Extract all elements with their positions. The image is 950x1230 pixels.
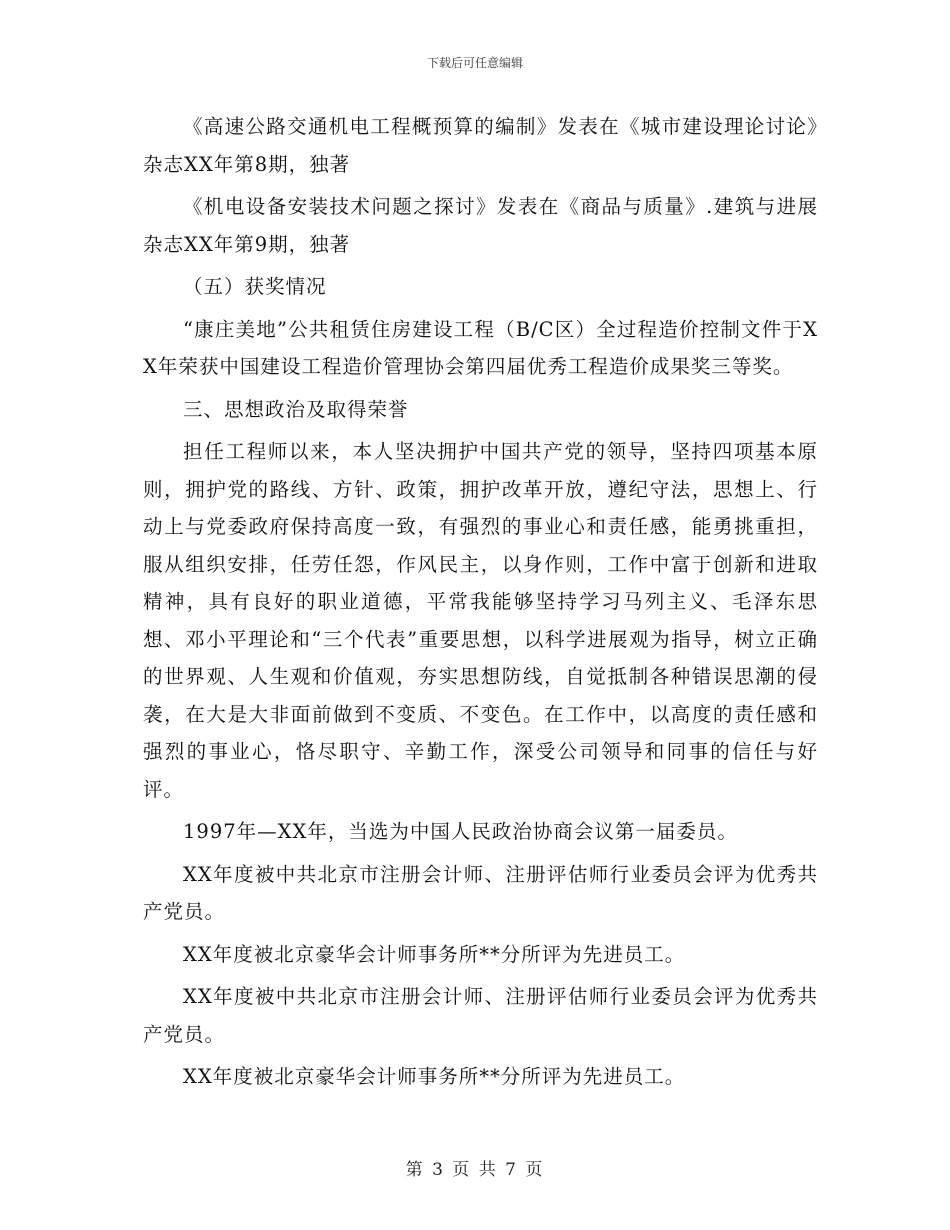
paragraph-honor-1: 1997年—XX年，当选为中国人民政治协商会议第一届委员。 [183,820,738,843]
paragraph-publication-1: 《高速公路交通机电工程概预算的编制》发表在《城市建设理论讨论》杂志XX年第8期，独著 [143,115,818,176]
document-body [143,108,818,1101]
paragraph-honor-4: XX年度被中共北京市注册会计师、注册评估师行业委员会评为优秀共产党员。 [143,985,818,1046]
paragraph-publication-2: 《机电设备安装技术问题之探讨》发表在《商品与质量》.建筑与进展杂志XX年第9期，独著 [143,195,818,256]
paragraph-political-statement: 担任工程师以来，本人坚决拥护中国共产党的领导，坚持四项基本原则，拥护党的路线、方针、政策，拥护改革开放，遵纪守法，思想上、行动上与党委政府保持高度一致，有强烈的事业心和责任感，能勇挑重担，服从组织安排，任劳任怨，作风民主，以身作则，工作中富于创新和进取精神，具有良好的职业道德，平常我能够坚持学习马列主义、毛泽东思想、邓小平理论和“三个代表”重要思想，以科学进展观为指导，树立正确的世界观、人生观和价值观，夯实思想防线，自觉抵制各种错误思潮的侵袭，在大是大非面前做到不变质、不变色。在工作中，以高度的责任感和强烈的事业心，恪尽职守、辛勤工作，深受公司领导和同事的信任与好评。 [143,440,818,801]
paragraph-honor-2: XX年度被中共北京市注册会计师、注册评估师行业委员会评为优秀共产党员。 [143,862,818,923]
page-header-note: 下载后可任意编辑 [426,56,523,70]
section-heading-political: 三、思想政治及取得荣誉 [183,397,409,421]
section-heading-awards: （五）获奖情况 [183,275,327,298]
paragraph-award-detail: “康庄美地”公共租赁住房建设工程（B/C区）全过程造价控制文件于XX年荣获中国建设工程造价管理协会第四届优秀工程造价成果奖三等奖。 [143,317,818,378]
paragraph-honor-3: XX年度被北京豪华会计师事务所**分所评为先进员工。 [183,942,686,966]
page-number-footer: 第 3 页 共 7 页 [405,1160,545,1180]
paragraph-honor-5: XX年度被北京豪华会计师事务所**分所评为先进员工。 [183,1065,686,1088]
